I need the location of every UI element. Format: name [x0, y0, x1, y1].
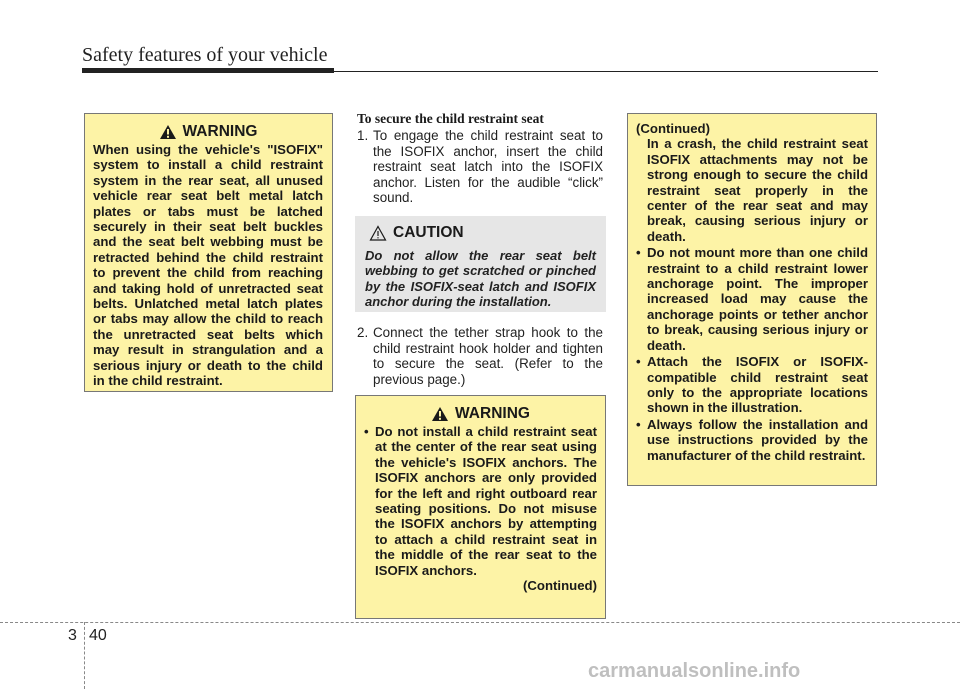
warning-bullet-text: Attach the ISOFIX or ISOFIX-compatible child restraint seat only to the appropriate locations shown in the illustration. [647, 354, 868, 416]
warning-box-left [84, 113, 333, 392]
caution-title [365, 224, 596, 242]
warning-body: When using the vehicle's "ISOFIX" system to install a child restraint system in the rear seat, all unused vehicle rear seat belt metal latch plates or tabs must be latched securely in their seat belt buckles and the seat belt webbing must be retracted behind the child restraint to prevent the child from reaching and taking hold of unretracted seat belts. Unlatched metal latch plates or tabs may allow the child to reach the unretracted seat belts which may result in strangulation and a serious injury or death to the child in the child restraint. [93, 142, 323, 389]
step-number: 1. [357, 128, 369, 143]
warning-box-right [627, 113, 877, 486]
warning-bullet [364, 424, 597, 578]
warning-bullet [636, 417, 868, 463]
footer-divider [84, 622, 85, 689]
caution-body: Do not allow the rear seat belt webbing to get scratched or pinched by the ISOFIX-seat latch and ISOFIX anchor during the installation. [365, 248, 596, 310]
header-rule-accent [82, 68, 334, 73]
bullet-dot: • [636, 354, 641, 370]
instruction-step [357, 128, 603, 206]
caution-box [355, 216, 606, 312]
warning-box-middle [355, 395, 606, 619]
warning-title [93, 124, 323, 140]
page-number: 40 [89, 627, 107, 644]
bullet-dot: • [364, 424, 369, 439]
caution-title-text: CAUTION [393, 224, 464, 241]
warning-triangle-icon [159, 124, 177, 140]
step-text: Connect the tether strap hook to the child restraint hook holder and tighten to secure the seat. (Refer to the previous page.) [373, 325, 603, 387]
warning-bullet-text: Do not install a child restraint seat at the center of the rear seat using the vehicle's ISOFIX anchors. The ISOFIX anchors are only provided for the left and right outboard rear seating positions. Do not misuse the ISOFIX anchors by attempting to attach a child restraint seat in the middle of the rear seat to the ISOFIX anchors. [375, 424, 597, 578]
section-number: 3 [68, 627, 77, 644]
warning-bullet [636, 354, 868, 416]
warning-title-text: WARNING [182, 123, 258, 141]
caution-triangle-icon [369, 225, 387, 241]
bullet-dot: • [636, 416, 641, 432]
instruction-step [357, 325, 603, 387]
page-header-title: Safety features of your vehicle [82, 44, 328, 66]
footer-rule [0, 622, 960, 623]
continued-text: In a crash, the child restraint seat ISOFIX attachments may not be strong enough to secure the child restraint seat properly in the center of the rear seat and may break, causing serious injury or death. [647, 136, 868, 244]
watermark: carmanualsonline.info [588, 660, 801, 682]
step-number: 2. [357, 325, 369, 340]
instructions-heading: To secure the child restraint seat [357, 111, 544, 126]
warning-title [364, 406, 597, 422]
continued-label: (Continued) [523, 578, 597, 594]
warning-bullet-text: Do not mount more than one child restraint to a child restraint lower anchorage point. The improper increased load may cause the anchorage points or tether anchor to break, causing serious injury or death. [647, 245, 868, 353]
warning-triangle-icon [431, 406, 449, 422]
bullet-dot: • [636, 245, 641, 261]
step-text: To engage the child restraint seat to the ISOFIX anchor, insert the child restraint seat latch into the ISOFIX anchor. Listen for the audible “click” sound. [373, 128, 603, 206]
warning-title-text: WARNING [455, 405, 530, 423]
continued-label: (Continued) [636, 121, 710, 136]
warning-bullet-text: Always follow the installation and use instructions provided by the manufacturer of the child restraint. [647, 416, 868, 463]
warning-bullet [636, 245, 868, 353]
